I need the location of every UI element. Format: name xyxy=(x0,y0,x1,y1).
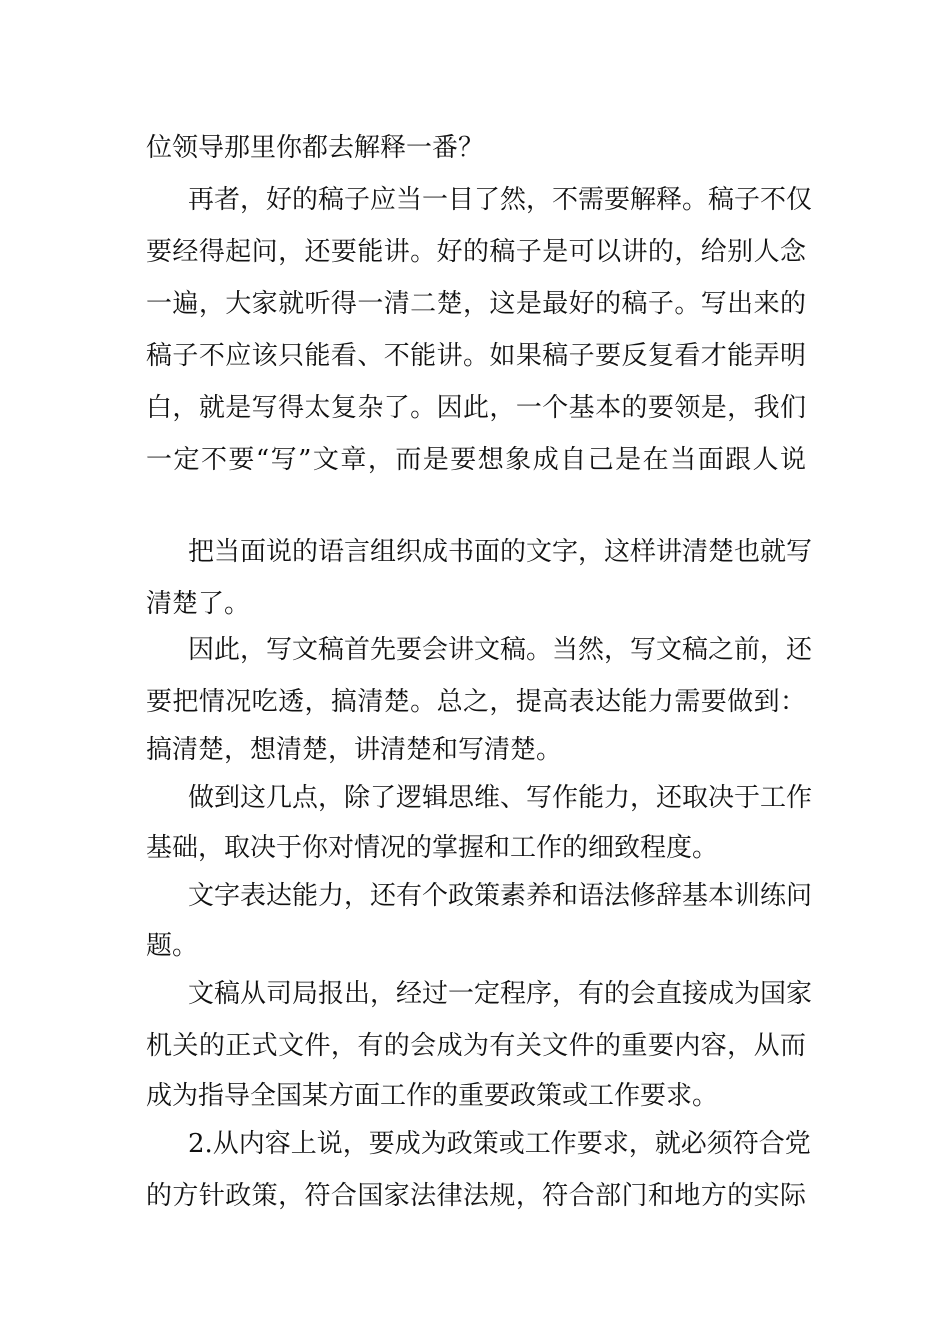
text-line: 白，就是写得太复杂了。因此，一个基本的要领是，我们 xyxy=(146,393,806,423)
text-line: 基础，取决于你对情况的掌握和工作的细致程度。 xyxy=(146,833,719,863)
text-line: 把当面说的语言组织成书面的文字，这样讲清楚也就写 xyxy=(188,537,813,567)
text-line: 成为指导全国某方面工作的重要政策或工作要求。 xyxy=(146,1081,719,1111)
text-line: 搞清楚，想清楚，讲清楚和写清楚。 xyxy=(146,735,563,765)
text-line: 因此，写文稿首先要会讲文稿。当然，写文稿之前，还 xyxy=(188,635,813,665)
text-line: 题。 xyxy=(146,931,199,961)
text-line: 一定不要“写”文章，而是要想象成自己是在当面跟人说 xyxy=(146,445,806,475)
text-line: 一遍，大家就听得一清二楚，这是最好的稿子。写出来的 xyxy=(146,289,806,319)
text-line: 的方针政策，符合国家法律法规，符合部门和地方的实际 xyxy=(146,1181,806,1211)
text-line: 稿子不应该只能看、不能讲。如果稿子要反复看才能弄明 xyxy=(146,341,806,371)
text-line: 做到这几点，除了逻辑思维、写作能力，还取决于工作 xyxy=(188,783,813,813)
text-line: 文字表达能力，还有个政策素养和语法修辞基本训练问 xyxy=(188,881,813,911)
text-line: 要经得起问，还要能讲。好的稿子是可以讲的，给别人念 xyxy=(146,237,806,267)
text-line: 机关的正式文件，有的会成为有关文件的重要内容，从而 xyxy=(146,1031,806,1061)
text-line: 2.从内容上说，要成为政策或工作要求，就必须符合党 xyxy=(188,1129,811,1159)
text-line: 要把情况吃透，搞清楚。总之，提高表达能力需要做到： xyxy=(146,687,806,717)
text-line: 再者，好的稿子应当一目了然，不需要解释。稿子不仅 xyxy=(188,185,813,215)
text-line: 位领导那里你都去解释一番？ xyxy=(146,133,485,163)
text-line: 文稿从司局报出，经过一定程序，有的会直接成为国家 xyxy=(188,979,813,1009)
text-line: 清楚了。 xyxy=(146,589,251,619)
